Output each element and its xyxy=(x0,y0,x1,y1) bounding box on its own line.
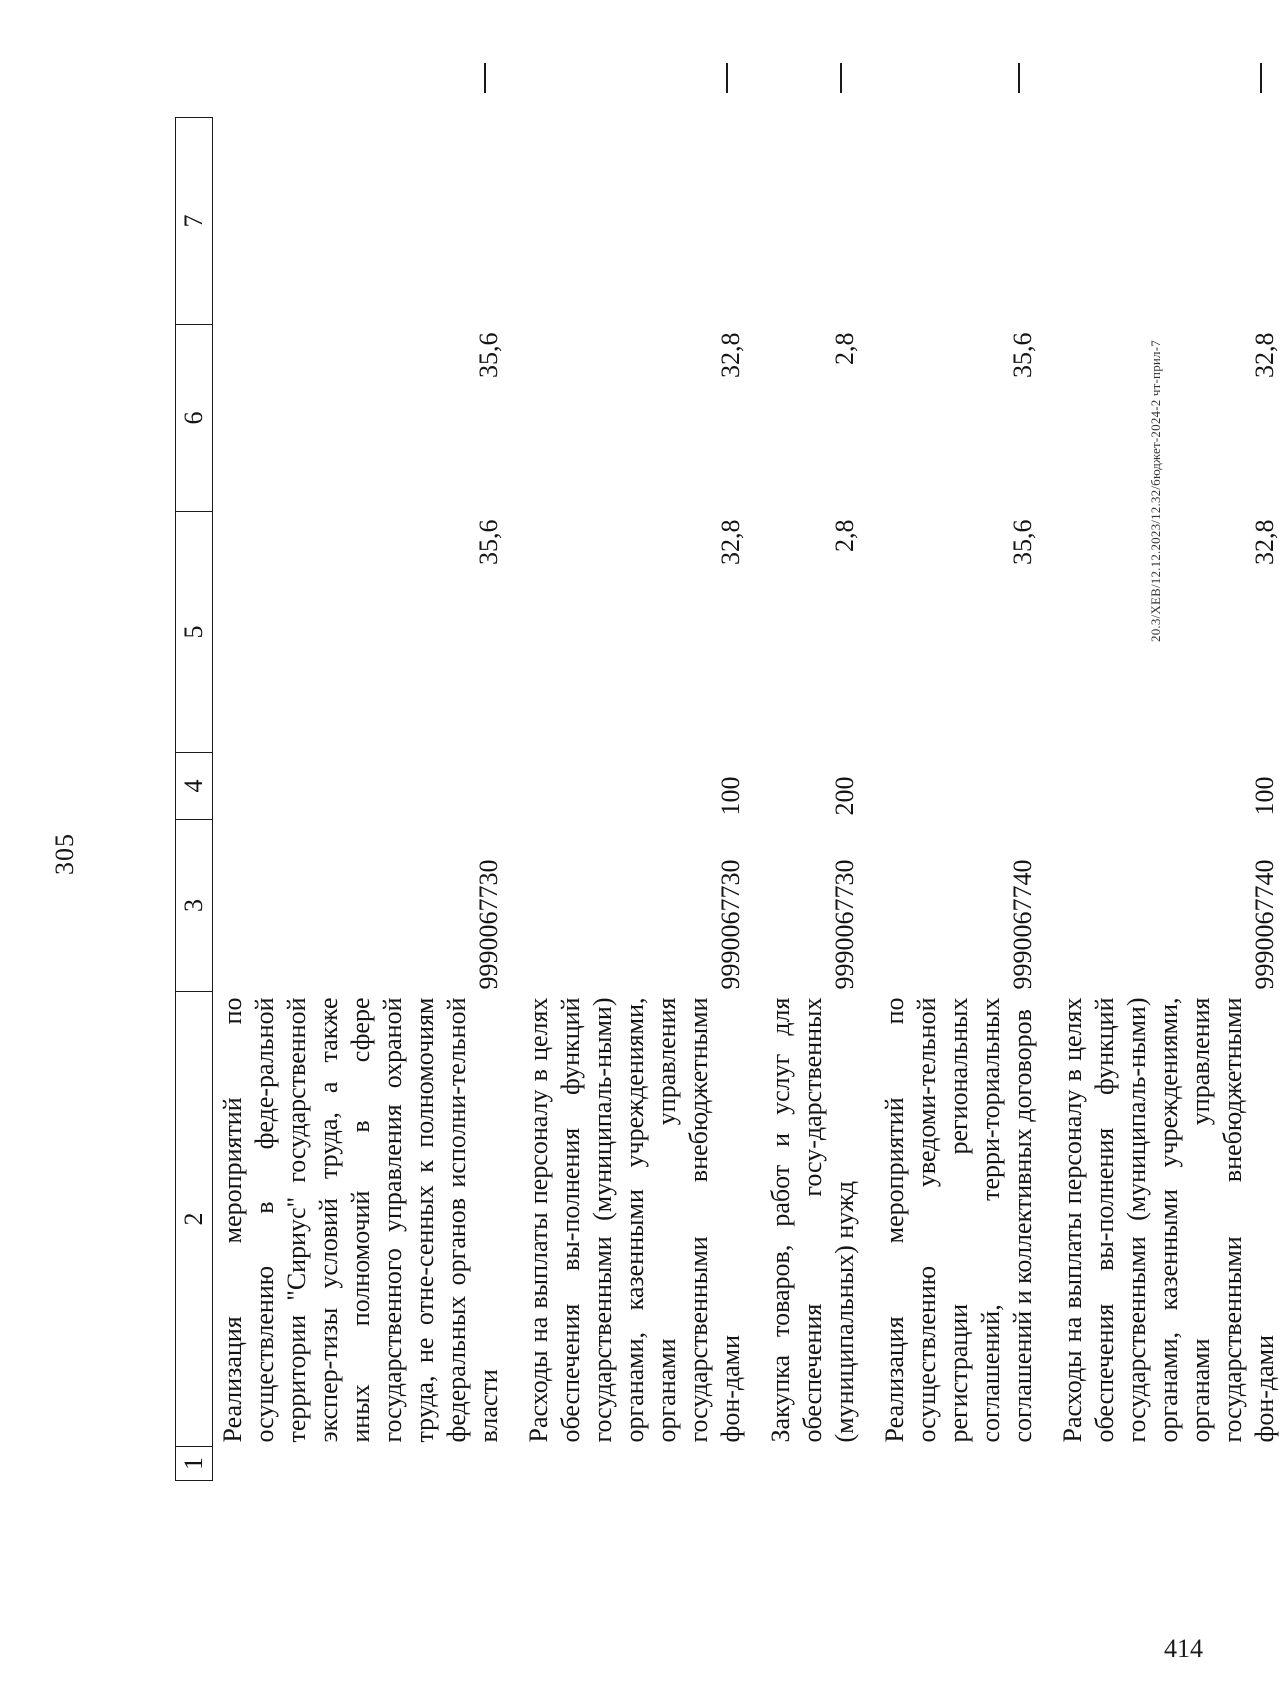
header-row xyxy=(176,118,213,1481)
column-header: 7 xyxy=(176,118,213,325)
description-cell: Реализация мероприятий по осуществлению в феде-ральной территории "Сириус" государственной экспер-тизы условий труда, а также иных полномочий в сфере государственного управления охраной труда, не отне-сенных к полномочиям федеральных органов исполни-тельной власти xyxy=(218,997,503,1443)
amount-2024-cell: 35,6 xyxy=(474,519,503,565)
column-header: 5 xyxy=(176,512,213,753)
amount-2025-cell: 32,8 xyxy=(716,332,745,378)
dash-mark xyxy=(1260,64,1262,94)
expense-type-cell xyxy=(861,753,1039,820)
row-number-cell xyxy=(505,1447,747,1481)
table-row xyxy=(213,118,506,1481)
table-row xyxy=(861,118,1039,1481)
column-header: 6 xyxy=(176,325,213,512)
target-code-cell: 9990067740 xyxy=(1250,859,1279,990)
target-code-cell: 9990067730 xyxy=(830,859,859,990)
row-number-cell xyxy=(747,1447,861,1481)
description-cell: Закупка товаров, работ и услуг для обеспечения госу-дарственных (муниципальных) нужд xyxy=(766,997,859,1443)
document-footer-code: 20.3/ХЕВ/12.12.2023/12.32/бюджет-2024-2 чт-прил-7 xyxy=(1148,340,1163,642)
amount-2026-cell xyxy=(1039,118,1281,325)
amount-2024-cell: 32,8 xyxy=(716,519,745,565)
dash-mark xyxy=(484,64,486,94)
expense-type-cell: 100 xyxy=(716,776,745,816)
description-cell: Расходы на выплаты персоналу в целях обеспечения вы-полнения функций государственными (муниципаль-ными) органами, казенными учреждениями, органами управления государственными внебюджетными фон-дами xyxy=(1058,997,1279,1443)
target-code-cell: 9990067740 xyxy=(1008,859,1037,990)
amount-2026-cell xyxy=(861,118,1039,325)
column-header: 2 xyxy=(176,992,213,1447)
page-number: 305 xyxy=(50,833,79,875)
column-header: 1 xyxy=(176,1447,213,1481)
amount-2026-cell xyxy=(213,118,506,325)
target-code-cell: 9990067730 xyxy=(474,859,503,990)
column-header: 4 xyxy=(176,753,213,820)
dash-mark xyxy=(726,64,728,94)
budget-table xyxy=(175,117,1281,1481)
amount-2025-cell: 35,6 xyxy=(1008,332,1037,378)
table-row xyxy=(747,118,861,1481)
row-number-cell xyxy=(213,1447,506,1481)
amount-2025-cell: 32,8 xyxy=(1250,332,1279,378)
target-code-cell: 9990067730 xyxy=(716,859,745,990)
amount-2025-cell: 2,8 xyxy=(830,332,859,365)
amount-2024-cell: 32,8 xyxy=(1250,519,1279,565)
dash-mark xyxy=(840,64,842,94)
expense-type-cell: 200 xyxy=(830,776,859,816)
amount-2024-cell: 2,8 xyxy=(830,519,859,552)
amount-2024-cell: 35,6 xyxy=(1008,519,1037,565)
column-header: 3 xyxy=(176,820,213,992)
expense-type-cell: 100 xyxy=(1250,776,1279,816)
description-cell: Расходы на выплаты персоналу в целях обеспечения вы-полнения функций государственными (муниципаль-ными) органами, казенными учреждениями, органами управления государственными внебюджетными фон-дами xyxy=(524,997,745,1443)
description-cell: Реализация мероприятий по осуществлению уведоми-тельной регистрации региональных соглашений, терри-ториальных соглашений и коллективных договоров xyxy=(880,997,1037,1443)
table-row xyxy=(505,118,747,1481)
dash-mark xyxy=(1018,64,1020,94)
amount-2025-cell: 35,6 xyxy=(474,332,503,378)
expense-type-cell xyxy=(213,753,506,820)
table-row xyxy=(1039,118,1281,1481)
amount-2026-cell xyxy=(747,118,861,325)
sheet-number: 414 xyxy=(1164,1634,1203,1663)
amount-2026-cell xyxy=(505,118,747,325)
row-number-cell xyxy=(1039,1447,1281,1481)
row-number-cell xyxy=(861,1447,1039,1481)
